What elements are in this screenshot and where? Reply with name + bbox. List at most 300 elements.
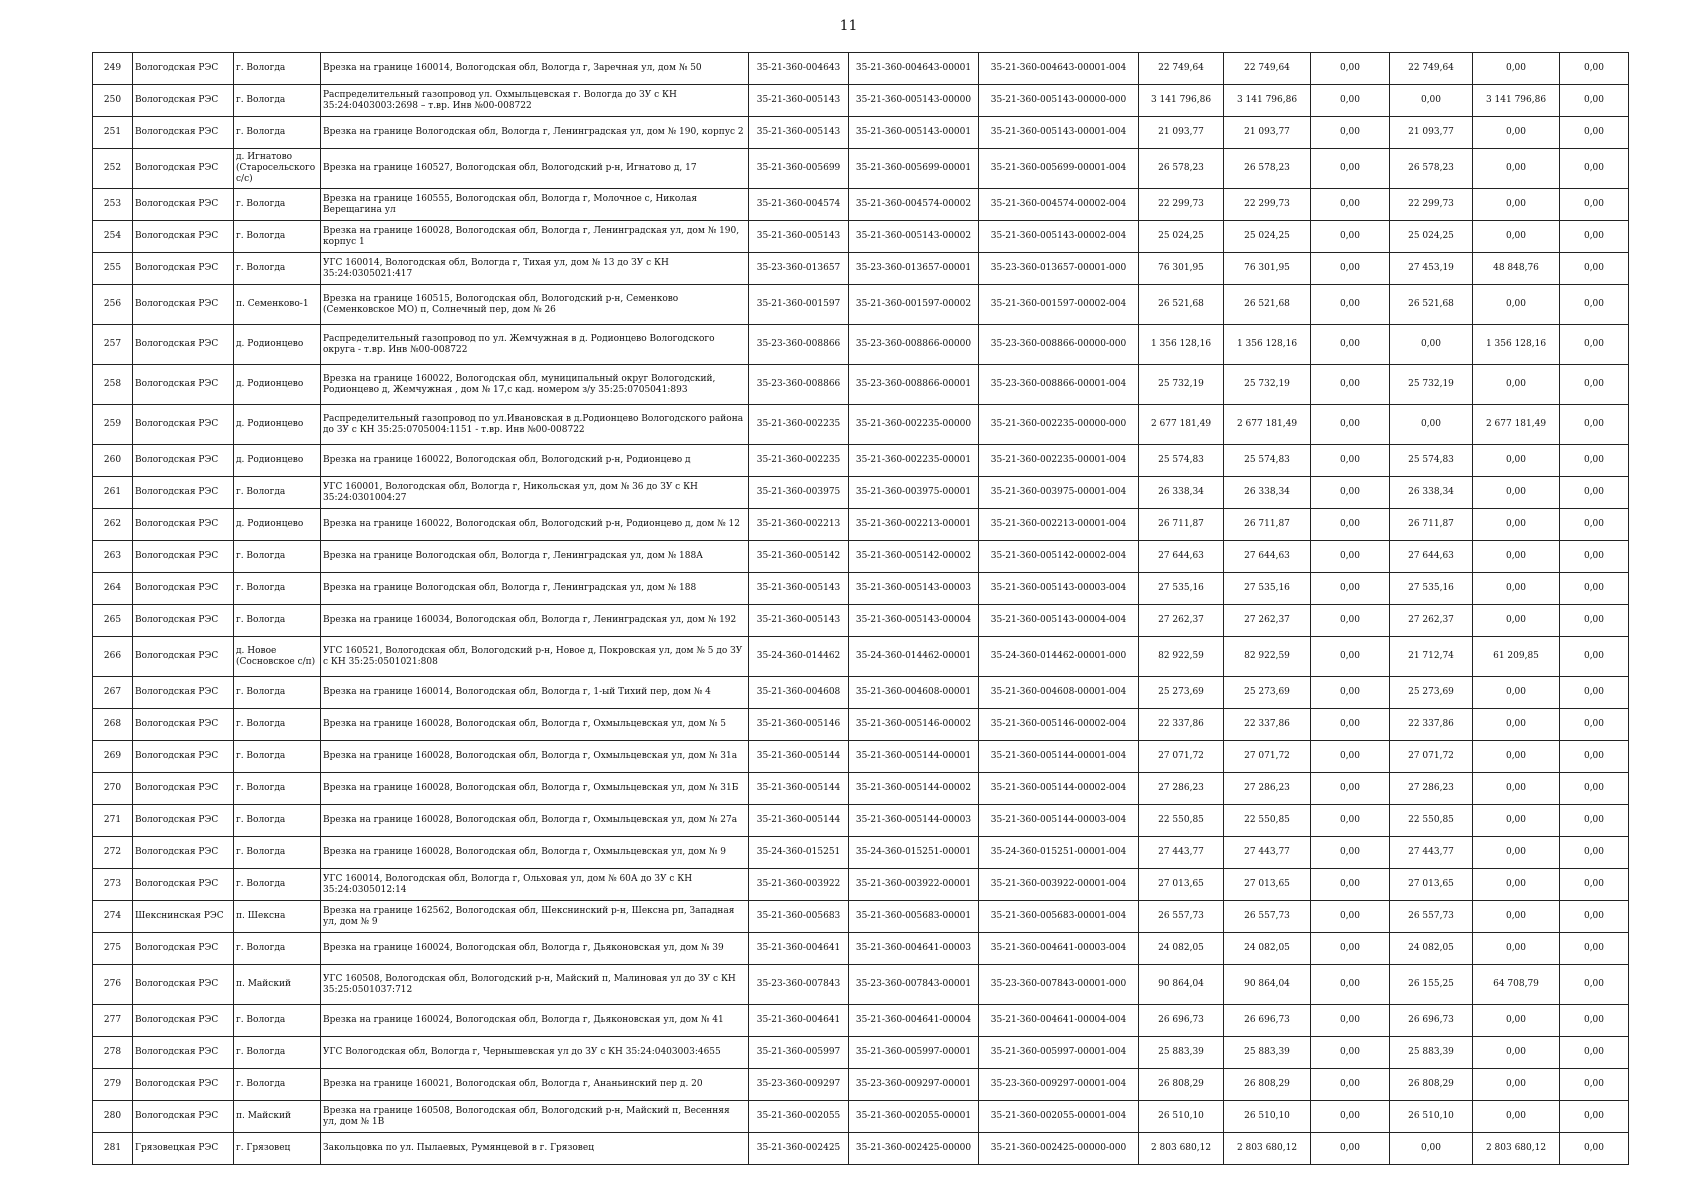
locality-cell: д. Родионцево xyxy=(234,445,321,477)
object-description-cell: Врезка на границе 160527, Вологодская обл, Вологодский р-н, Игнатово д, 17 xyxy=(321,149,749,189)
res-name-cell: Вологодская РЭС xyxy=(133,509,234,541)
value-col-5-cell: 2 803 680,12 xyxy=(1473,1133,1560,1165)
res-name-cell: Вологодская РЭС xyxy=(133,53,234,85)
row-number-cell: 280 xyxy=(93,1101,133,1133)
table-row xyxy=(93,1069,1629,1101)
value-col-2-cell: 90 864,04 xyxy=(1224,965,1311,1005)
value-col-5-cell: 0,00 xyxy=(1473,509,1560,541)
value-col-3-cell: 0,00 xyxy=(1311,1101,1390,1133)
table-row xyxy=(93,253,1629,285)
object-description-cell: Врезка на границе 162562, Вологодская обл, Шекснинский р-н, Шексна рп, Западная ул, дом № 9 xyxy=(321,901,749,933)
value-col-5-cell: 0,00 xyxy=(1473,477,1560,509)
locality-cell: д. Родионцево xyxy=(234,365,321,405)
value-col-4-cell: 25 024,25 xyxy=(1390,221,1473,253)
locality-cell: г. Вологда xyxy=(234,933,321,965)
sub-object-code-cell: 35-21-360-005143-00002 xyxy=(849,221,979,253)
value-col-3-cell: 0,00 xyxy=(1311,837,1390,869)
value-col-2-cell: 22 550,85 xyxy=(1224,805,1311,837)
value-col-4-cell: 0,00 xyxy=(1390,405,1473,445)
value-col-5-cell: 0,00 xyxy=(1473,869,1560,901)
element-code-cell: 35-21-360-003975-00001-004 xyxy=(979,477,1139,509)
value-col-6-cell: 0,00 xyxy=(1560,741,1629,773)
locality-cell: г. Вологда xyxy=(234,189,321,221)
value-total-cell: 26 696,73 xyxy=(1139,1005,1224,1037)
value-col-3-cell: 0,00 xyxy=(1311,1037,1390,1069)
sub-object-code-cell: 35-21-360-002425-00000 xyxy=(849,1133,979,1165)
value-col-6-cell: 0,00 xyxy=(1560,365,1629,405)
sub-object-code-cell: 35-21-360-005143-00004 xyxy=(849,605,979,637)
value-col-3-cell: 0,00 xyxy=(1311,117,1390,149)
value-col-6-cell: 0,00 xyxy=(1560,477,1629,509)
value-col-3-cell: 0,00 xyxy=(1311,901,1390,933)
value-total-cell: 21 093,77 xyxy=(1139,117,1224,149)
object-description-cell: Врезка на границе 160555, Вологодская обл, Вологда г, Молочное с, Николая Верещагина ул xyxy=(321,189,749,221)
row-number-cell: 266 xyxy=(93,637,133,677)
object-description-cell: УГС 160521, Вологодская обл, Вологодский р-н, Новое д, Покровская ул, дом № 5 до ЗУ с КН 35:25:0501021:808 xyxy=(321,637,749,677)
value-total-cell: 27 262,37 xyxy=(1139,605,1224,637)
value-col-6-cell: 0,00 xyxy=(1560,85,1629,117)
object-description-cell: Закольцовка по ул. Пылаевых, Румянцевой в г. Грязовец xyxy=(321,1133,749,1165)
row-number-cell: 255 xyxy=(93,253,133,285)
value-col-5-cell: 0,00 xyxy=(1473,773,1560,805)
object-code-cell: 35-21-360-002235 xyxy=(749,445,849,477)
value-col-4-cell: 22 337,86 xyxy=(1390,709,1473,741)
table-row xyxy=(93,149,1629,189)
object-description-cell: Врезка на границе 160014, Вологодская обл, Вологда г, 1-ый Тихий пер, дом № 4 xyxy=(321,677,749,709)
value-col-3-cell: 0,00 xyxy=(1311,365,1390,405)
value-col-5-cell: 2 677 181,49 xyxy=(1473,405,1560,445)
value-col-2-cell: 26 510,10 xyxy=(1224,1101,1311,1133)
value-col-2-cell: 26 557,73 xyxy=(1224,901,1311,933)
value-total-cell: 90 864,04 xyxy=(1139,965,1224,1005)
sub-object-code-cell: 35-21-360-005683-00001 xyxy=(849,901,979,933)
value-col-5-cell: 0,00 xyxy=(1473,445,1560,477)
value-col-6-cell: 0,00 xyxy=(1560,541,1629,573)
sub-object-code-cell: 35-21-360-002055-00001 xyxy=(849,1101,979,1133)
table-row xyxy=(93,573,1629,605)
table-body xyxy=(93,53,1629,1165)
value-col-4-cell: 21 712,74 xyxy=(1390,637,1473,677)
value-col-3-cell: 0,00 xyxy=(1311,445,1390,477)
res-name-cell: Вологодская РЭС xyxy=(133,325,234,365)
locality-cell: п. Майский xyxy=(234,965,321,1005)
locality-cell: п. Майский xyxy=(234,1101,321,1133)
locality-cell: г. Вологда xyxy=(234,221,321,253)
object-description-cell: Врезка на границе 160028, Вологодская обл, Вологда г, Охмыльцевская ул, дом № 27а xyxy=(321,805,749,837)
row-number-cell: 254 xyxy=(93,221,133,253)
row-number-cell: 249 xyxy=(93,53,133,85)
table-row xyxy=(93,1037,1629,1069)
value-col-6-cell: 0,00 xyxy=(1560,1005,1629,1037)
table-row xyxy=(93,773,1629,805)
row-number-cell: 267 xyxy=(93,677,133,709)
sub-object-code-cell: 35-23-360-009297-00001 xyxy=(849,1069,979,1101)
value-col-2-cell: 2 803 680,12 xyxy=(1224,1133,1311,1165)
object-description-cell: Врезка на границе 160022, Вологодская обл, Вологодский р-н, Родионцево д xyxy=(321,445,749,477)
table-row xyxy=(93,1005,1629,1037)
row-number-cell: 264 xyxy=(93,573,133,605)
object-code-cell: 35-21-360-005143 xyxy=(749,221,849,253)
res-name-cell: Вологодская РЭС xyxy=(133,1037,234,1069)
value-col-2-cell: 1 356 128,16 xyxy=(1224,325,1311,365)
res-name-cell: Вологодская РЭС xyxy=(133,709,234,741)
table-row xyxy=(93,53,1629,85)
sub-object-code-cell: 35-23-360-007843-00001 xyxy=(849,965,979,1005)
table-row xyxy=(93,637,1629,677)
res-name-cell: Вологодская РЭС xyxy=(133,365,234,405)
value-col-3-cell: 0,00 xyxy=(1311,477,1390,509)
value-col-2-cell: 26 338,34 xyxy=(1224,477,1311,509)
res-name-cell: Вологодская РЭС xyxy=(133,773,234,805)
object-code-cell: 35-21-360-005144 xyxy=(749,773,849,805)
value-col-5-cell: 0,00 xyxy=(1473,1101,1560,1133)
row-number-cell: 253 xyxy=(93,189,133,221)
locality-cell: д. Родионцево xyxy=(234,405,321,445)
object-code-cell: 35-21-360-005143 xyxy=(749,573,849,605)
value-col-6-cell: 0,00 xyxy=(1560,405,1629,445)
value-total-cell: 26 338,34 xyxy=(1139,477,1224,509)
row-number-cell: 270 xyxy=(93,773,133,805)
object-code-cell: 35-21-360-004574 xyxy=(749,189,849,221)
value-col-6-cell: 0,00 xyxy=(1560,117,1629,149)
locality-cell: г. Вологда xyxy=(234,1005,321,1037)
value-total-cell: 26 510,10 xyxy=(1139,1101,1224,1133)
value-col-5-cell: 0,00 xyxy=(1473,1069,1560,1101)
res-name-cell: Вологодская РЭС xyxy=(133,573,234,605)
value-col-4-cell: 26 696,73 xyxy=(1390,1005,1473,1037)
locality-cell: г. Вологда xyxy=(234,869,321,901)
res-name-cell: Вологодская РЭС xyxy=(133,405,234,445)
sub-object-code-cell: 35-21-360-005143-00001 xyxy=(849,117,979,149)
value-col-3-cell: 0,00 xyxy=(1311,285,1390,325)
res-name-cell: Вологодская РЭС xyxy=(133,677,234,709)
sub-object-code-cell: 35-21-360-004574-00002 xyxy=(849,189,979,221)
object-code-cell: 35-21-360-005143 xyxy=(749,605,849,637)
sub-object-code-cell: 35-21-360-005144-00003 xyxy=(849,805,979,837)
value-col-6-cell: 0,00 xyxy=(1560,189,1629,221)
value-col-2-cell: 21 093,77 xyxy=(1224,117,1311,149)
object-code-cell: 35-21-360-004608 xyxy=(749,677,849,709)
value-col-2-cell: 27 262,37 xyxy=(1224,605,1311,637)
table-row xyxy=(93,285,1629,325)
value-col-4-cell: 22 749,64 xyxy=(1390,53,1473,85)
sub-object-code-cell: 35-21-360-002235-00000 xyxy=(849,405,979,445)
object-code-cell: 35-21-360-005699 xyxy=(749,149,849,189)
value-col-3-cell: 0,00 xyxy=(1311,189,1390,221)
locality-cell: г. Вологда xyxy=(234,605,321,637)
element-code-cell: 35-21-360-005143-00001-004 xyxy=(979,117,1139,149)
value-col-5-cell: 0,00 xyxy=(1473,741,1560,773)
value-col-5-cell: 0,00 xyxy=(1473,189,1560,221)
element-code-cell: 35-21-360-002425-00000-000 xyxy=(979,1133,1139,1165)
registry-table xyxy=(92,52,1629,1165)
value-col-3-cell: 0,00 xyxy=(1311,573,1390,605)
value-col-4-cell: 27 453,19 xyxy=(1390,253,1473,285)
value-col-6-cell: 0,00 xyxy=(1560,837,1629,869)
value-col-4-cell: 21 093,77 xyxy=(1390,117,1473,149)
element-code-cell: 35-21-360-005143-00002-004 xyxy=(979,221,1139,253)
value-total-cell: 22 749,64 xyxy=(1139,53,1224,85)
value-col-5-cell: 61 209,85 xyxy=(1473,637,1560,677)
value-col-2-cell: 22 299,73 xyxy=(1224,189,1311,221)
value-col-6-cell: 0,00 xyxy=(1560,637,1629,677)
object-description-cell: Врезка на границе 160028, Вологодская обл, Вологда г, Ленинградская ул, дом № 190, корпус 1 xyxy=(321,221,749,253)
value-col-6-cell: 0,00 xyxy=(1560,805,1629,837)
value-total-cell: 27 535,16 xyxy=(1139,573,1224,605)
row-number-cell: 269 xyxy=(93,741,133,773)
table-row xyxy=(93,541,1629,573)
locality-cell: г. Вологда xyxy=(234,741,321,773)
sub-object-code-cell: 35-24-360-014462-00001 xyxy=(849,637,979,677)
value-total-cell: 2 677 181,49 xyxy=(1139,405,1224,445)
sub-object-code-cell: 35-21-360-005143-00003 xyxy=(849,573,979,605)
value-col-3-cell: 0,00 xyxy=(1311,677,1390,709)
value-col-5-cell: 0,00 xyxy=(1473,221,1560,253)
value-col-6-cell: 0,00 xyxy=(1560,933,1629,965)
row-number-cell: 268 xyxy=(93,709,133,741)
object-code-cell: 35-23-360-008866 xyxy=(749,325,849,365)
sub-object-code-cell: 35-21-360-002235-00001 xyxy=(849,445,979,477)
object-code-cell: 35-21-360-004643 xyxy=(749,53,849,85)
table-row xyxy=(93,221,1629,253)
value-col-3-cell: 0,00 xyxy=(1311,773,1390,805)
value-total-cell: 26 808,29 xyxy=(1139,1069,1224,1101)
locality-cell: г. Вологда xyxy=(234,253,321,285)
value-col-2-cell: 26 696,73 xyxy=(1224,1005,1311,1037)
value-col-4-cell: 24 082,05 xyxy=(1390,933,1473,965)
value-col-5-cell: 3 141 796,86 xyxy=(1473,85,1560,117)
value-col-3-cell: 0,00 xyxy=(1311,805,1390,837)
value-col-5-cell: 0,00 xyxy=(1473,1005,1560,1037)
value-col-2-cell: 25 883,39 xyxy=(1224,1037,1311,1069)
value-col-5-cell: 0,00 xyxy=(1473,573,1560,605)
value-col-2-cell: 27 013,65 xyxy=(1224,869,1311,901)
sub-object-code-cell: 35-21-360-004641-00003 xyxy=(849,933,979,965)
value-col-4-cell: 27 443,77 xyxy=(1390,837,1473,869)
object-description-cell: Распределительный газопровод по ул.Ивановская в д.Родионцево Вологодского района до ЗУ с КН 35:25:0705004:1151 - т.вр. Инв №00-008722 xyxy=(321,405,749,445)
value-col-2-cell: 26 521,68 xyxy=(1224,285,1311,325)
object-description-cell: Врезка на границе 160028, Вологодская обл, Вологда г, Охмыльцевская ул, дом № 31а xyxy=(321,741,749,773)
object-code-cell: 35-21-360-003922 xyxy=(749,869,849,901)
locality-cell: г. Вологда xyxy=(234,541,321,573)
value-total-cell: 26 711,87 xyxy=(1139,509,1224,541)
value-total-cell: 76 301,95 xyxy=(1139,253,1224,285)
value-col-2-cell: 26 711,87 xyxy=(1224,509,1311,541)
value-total-cell: 1 356 128,16 xyxy=(1139,325,1224,365)
res-name-cell: Вологодская РЭС xyxy=(133,445,234,477)
value-col-4-cell: 26 155,25 xyxy=(1390,965,1473,1005)
element-code-cell: 35-21-360-004608-00001-004 xyxy=(979,677,1139,709)
value-col-6-cell: 0,00 xyxy=(1560,509,1629,541)
object-description-cell: Врезка на границе 160021, Вологодская обл, Вологда г, Ананьинский пер д. 20 xyxy=(321,1069,749,1101)
table-row xyxy=(93,965,1629,1005)
object-code-cell: 35-21-360-002425 xyxy=(749,1133,849,1165)
value-col-6-cell: 0,00 xyxy=(1560,149,1629,189)
value-col-4-cell: 25 732,19 xyxy=(1390,365,1473,405)
sub-object-code-cell: 35-21-360-005997-00001 xyxy=(849,1037,979,1069)
object-description-cell: Врезка на границе Вологодская обл, Вологда г, Ленинградская ул, дом № 188А xyxy=(321,541,749,573)
locality-cell: г. Вологда xyxy=(234,1037,321,1069)
table-row xyxy=(93,85,1629,117)
locality-cell: п. Шексна xyxy=(234,901,321,933)
value-col-6-cell: 0,00 xyxy=(1560,221,1629,253)
element-code-cell: 35-21-360-005683-00001-004 xyxy=(979,901,1139,933)
object-description-cell: Врезка на границе 160034, Вологодская обл, Вологда г, Ленинградская ул, дом № 192 xyxy=(321,605,749,637)
locality-cell: г. Вологда xyxy=(234,573,321,605)
value-col-3-cell: 0,00 xyxy=(1311,541,1390,573)
value-col-2-cell: 26 578,23 xyxy=(1224,149,1311,189)
locality-cell: г. Вологда xyxy=(234,53,321,85)
table-row xyxy=(93,933,1629,965)
res-name-cell: Вологодская РЭС xyxy=(133,85,234,117)
object-code-cell: 35-23-360-007843 xyxy=(749,965,849,1005)
value-total-cell: 25 732,19 xyxy=(1139,365,1224,405)
value-col-5-cell: 1 356 128,16 xyxy=(1473,325,1560,365)
row-number-cell: 276 xyxy=(93,965,133,1005)
value-col-6-cell: 0,00 xyxy=(1560,965,1629,1005)
res-name-cell: Вологодская РЭС xyxy=(133,117,234,149)
value-col-3-cell: 0,00 xyxy=(1311,869,1390,901)
value-total-cell: 22 337,86 xyxy=(1139,709,1224,741)
value-col-4-cell: 25 574,83 xyxy=(1390,445,1473,477)
res-name-cell: Вологодская РЭС xyxy=(133,253,234,285)
sub-object-code-cell: 35-24-360-015251-00001 xyxy=(849,837,979,869)
res-name-cell: Вологодская РЭС xyxy=(133,965,234,1005)
object-description-cell: Врезка на границе 160028, Вологодская обл, Вологда г, Охмыльцевская ул, дом № 9 xyxy=(321,837,749,869)
row-number-cell: 258 xyxy=(93,365,133,405)
row-number-cell: 250 xyxy=(93,85,133,117)
value-col-3-cell: 0,00 xyxy=(1311,1133,1390,1165)
value-col-4-cell: 27 644,63 xyxy=(1390,541,1473,573)
value-col-4-cell: 27 535,16 xyxy=(1390,573,1473,605)
object-code-cell: 35-21-360-005143 xyxy=(749,117,849,149)
value-total-cell: 26 557,73 xyxy=(1139,901,1224,933)
value-col-5-cell: 0,00 xyxy=(1473,285,1560,325)
table-row xyxy=(93,117,1629,149)
row-number-cell: 260 xyxy=(93,445,133,477)
value-col-6-cell: 0,00 xyxy=(1560,709,1629,741)
value-col-6-cell: 0,00 xyxy=(1560,1101,1629,1133)
res-name-cell: Шекснинская РЭС xyxy=(133,901,234,933)
value-col-5-cell: 0,00 xyxy=(1473,541,1560,573)
element-code-cell: 35-24-360-014462-00001-000 xyxy=(979,637,1139,677)
sub-object-code-cell: 35-21-360-001597-00002 xyxy=(849,285,979,325)
value-total-cell: 26 578,23 xyxy=(1139,149,1224,189)
element-code-cell: 35-21-360-003922-00001-004 xyxy=(979,869,1139,901)
sub-object-code-cell: 35-21-360-002213-00001 xyxy=(849,509,979,541)
sub-object-code-cell: 35-21-360-005143-00000 xyxy=(849,85,979,117)
locality-cell: д. Новое (Сосновское с/п) xyxy=(234,637,321,677)
table-row xyxy=(93,741,1629,773)
row-number-cell: 262 xyxy=(93,509,133,541)
object-code-cell: 35-21-360-002235 xyxy=(749,405,849,445)
value-col-2-cell: 24 082,05 xyxy=(1224,933,1311,965)
value-col-6-cell: 0,00 xyxy=(1560,901,1629,933)
value-col-4-cell: 25 273,69 xyxy=(1390,677,1473,709)
value-col-6-cell: 0,00 xyxy=(1560,53,1629,85)
row-number-cell: 252 xyxy=(93,149,133,189)
element-code-cell: 35-21-360-005144-00002-004 xyxy=(979,773,1139,805)
locality-cell: д. Игнатово (Старосельского с/с) xyxy=(234,149,321,189)
table-row xyxy=(93,605,1629,637)
value-col-3-cell: 0,00 xyxy=(1311,1069,1390,1101)
res-name-cell: Вологодская РЭС xyxy=(133,869,234,901)
object-code-cell: 35-23-360-013657 xyxy=(749,253,849,285)
res-name-cell: Вологодская РЭС xyxy=(133,1101,234,1133)
value-col-3-cell: 0,00 xyxy=(1311,1005,1390,1037)
value-col-5-cell: 0,00 xyxy=(1473,149,1560,189)
value-total-cell: 25 024,25 xyxy=(1139,221,1224,253)
value-col-3-cell: 0,00 xyxy=(1311,325,1390,365)
object-description-cell: Распределительный газопровод по ул. Жемчужная в д. Родионцево Вологодского округа - т.вр. Инв №00-008722 xyxy=(321,325,749,365)
value-col-6-cell: 0,00 xyxy=(1560,325,1629,365)
value-col-2-cell: 26 808,29 xyxy=(1224,1069,1311,1101)
value-total-cell: 26 521,68 xyxy=(1139,285,1224,325)
element-code-cell: 35-21-360-005142-00002-004 xyxy=(979,541,1139,573)
value-col-5-cell: 0,00 xyxy=(1473,53,1560,85)
table-row xyxy=(93,325,1629,365)
element-code-cell: 35-21-360-001597-00002-004 xyxy=(979,285,1139,325)
sub-object-code-cell: 35-21-360-005144-00001 xyxy=(849,741,979,773)
object-code-cell: 35-21-360-003975 xyxy=(749,477,849,509)
element-code-cell: 35-23-360-013657-00001-000 xyxy=(979,253,1139,285)
table-row xyxy=(93,1101,1629,1133)
value-col-6-cell: 0,00 xyxy=(1560,1069,1629,1101)
object-description-cell: Врезка на границе 160022, Вологодская обл, муниципальный округ Вологодский, Родионцево д, Жемчужная , дом № 17,с кад. номером з/у 35:25:0705041:893 xyxy=(321,365,749,405)
locality-cell: г. Вологда xyxy=(234,709,321,741)
value-col-5-cell: 0,00 xyxy=(1473,933,1560,965)
element-code-cell: 35-23-360-009297-00001-004 xyxy=(979,1069,1139,1101)
value-total-cell: 2 803 680,12 xyxy=(1139,1133,1224,1165)
object-code-cell: 35-21-360-005146 xyxy=(749,709,849,741)
object-description-cell: Врезка на границе 160024, Вологодская обл, Вологда г, Дьяконовская ул, дом № 41 xyxy=(321,1005,749,1037)
value-col-5-cell: 0,00 xyxy=(1473,365,1560,405)
value-total-cell: 27 071,72 xyxy=(1139,741,1224,773)
row-number-cell: 263 xyxy=(93,541,133,573)
res-name-cell: Вологодская РЭС xyxy=(133,637,234,677)
object-code-cell: 35-21-360-005144 xyxy=(749,805,849,837)
value-total-cell: 82 922,59 xyxy=(1139,637,1224,677)
table-row xyxy=(93,445,1629,477)
table-row xyxy=(93,677,1629,709)
locality-cell: г. Вологда xyxy=(234,677,321,709)
sub-object-code-cell: 35-21-360-003922-00001 xyxy=(849,869,979,901)
value-total-cell: 27 286,23 xyxy=(1139,773,1224,805)
res-name-cell: Вологодская РЭС xyxy=(133,285,234,325)
value-col-5-cell: 0,00 xyxy=(1473,837,1560,869)
object-description-cell: УГС 160001, Вологодская обл, Вологда г, Никольская ул, дом № 36 до ЗУ с КН 35:24:0301004:27 xyxy=(321,477,749,509)
object-description-cell: Врезка на границе 160014, Вологодская обл, Вологда г, Заречная ул, дом № 50 xyxy=(321,53,749,85)
table-row xyxy=(93,805,1629,837)
value-col-3-cell: 0,00 xyxy=(1311,253,1390,285)
value-col-2-cell: 2 677 181,49 xyxy=(1224,405,1311,445)
table-row xyxy=(93,709,1629,741)
value-col-4-cell: 26 578,23 xyxy=(1390,149,1473,189)
row-number-cell: 272 xyxy=(93,837,133,869)
element-code-cell: 35-23-360-008866-00001-004 xyxy=(979,365,1139,405)
value-col-4-cell: 0,00 xyxy=(1390,325,1473,365)
value-col-5-cell: 64 708,79 xyxy=(1473,965,1560,1005)
value-total-cell: 22 550,85 xyxy=(1139,805,1224,837)
table-row xyxy=(93,365,1629,405)
element-code-cell: 35-21-360-002055-00001-004 xyxy=(979,1101,1139,1133)
element-code-cell: 35-21-360-005997-00001-004 xyxy=(979,1037,1139,1069)
value-col-3-cell: 0,00 xyxy=(1311,933,1390,965)
value-col-3-cell: 0,00 xyxy=(1311,965,1390,1005)
row-number-cell: 265 xyxy=(93,605,133,637)
element-code-cell: 35-21-360-005143-00000-000 xyxy=(979,85,1139,117)
sub-object-code-cell: 35-21-360-005142-00002 xyxy=(849,541,979,573)
